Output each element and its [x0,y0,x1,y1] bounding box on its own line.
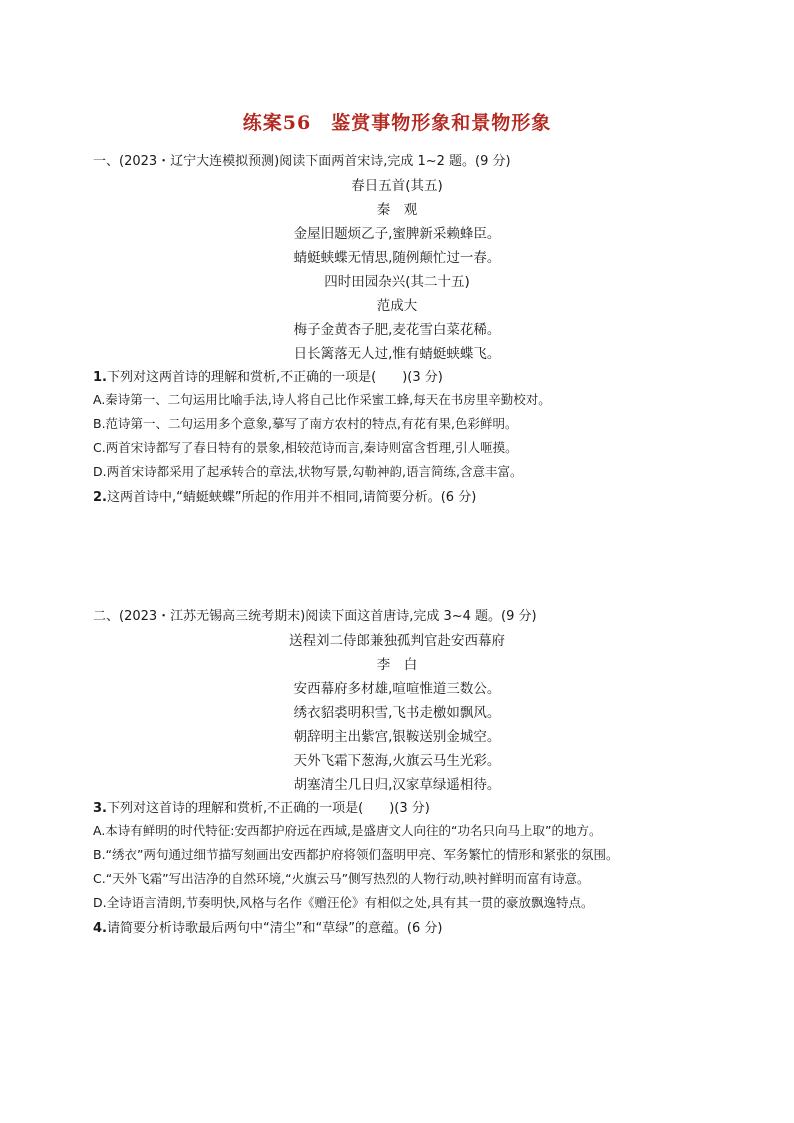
section1-heading: 一、(2023・辽宁大连模拟预测)阅读下面两首宋诗,完成 1~2 题。(9 分) [93,154,511,169]
option-c: C.两首宋诗都写了春日特有的景象,相较范诗而言,秦诗则富含哲理,引人咂摸。 [93,440,518,455]
question-1 [93,366,733,385]
option-b: B.范诗第一、二句运用多个意象,摹写了南方农村的特点,有花有果,色彩鲜明。 [93,416,518,431]
poem3-line: 绣衣貂裘明积雪,飞书走檄如飘风。 [293,705,501,721]
poem3-line: 朝辞明主出紫宫,银鞍送别金城空。 [293,729,501,745]
poem2-line: 日长篱落无人过,惟有蜻蜓蛱蝶飞。 [293,346,501,362]
question-3 [93,797,733,816]
poem1-title: 春日五首(其五) [351,178,443,194]
question-text: 这两首诗中,“蜻蜓蛱蝶”所起的作用并不相同,请简要分析。(6 分) [106,490,477,505]
option-b: B.“绣衣”两句通过细节描写刻画出安西都护府将领们盔明甲亮、军务繁忙的情形和紧张的氛围。 [93,847,619,862]
option-a: A.本诗有鲜明的时代特征:安西都护府远在西域,是盛唐文人向往的“功名只向马上取”的地方。 [93,823,602,838]
question-text: 下列对这两首诗的理解和赏析,不正确的一项是( )(3 分) [106,370,443,385]
poem3-line: 天外飞霜下葱海,火旗云马生光彩。 [293,753,501,769]
poem1-line: 蜻蜓蛱蝶无情思,随例颠忙过一春。 [293,250,501,266]
poem1-author: 秦 观 [376,202,418,218]
poem2-line: 梅子金黄杏子肥,麦花雪白菜花稀。 [293,322,501,338]
question-number: 3. [93,801,107,816]
page-title: 练案56 鉴赏事物形象和景物形象 [242,112,552,134]
question-2 [93,486,733,505]
question-4 [93,917,733,936]
question-text: 请简要分析诗歌最后两句中“清尘”和“草绿”的意蕴。(6 分) [106,921,443,936]
option-a: A.秦诗第一、二句运用比喻手法,诗人将自己比作采蜜工蜂,每天在书房里辛勤校对。 [93,392,551,407]
poem1-line: 金屋旧题烦乙子,蜜脾新采赖蜂臣。 [293,226,501,242]
poem3-title: 送程刘二侍郎兼独孤判官赴安西幕府 [289,633,505,649]
poem3-line: 胡塞清尘几日归,汉家草绿遥相待。 [293,777,501,793]
section2-heading: 二、(2023・江苏无锡高三统考期末)阅读下面这首唐诗,完成 3~4 题。(9 分) [93,609,537,624]
poem3-line: 安西幕府多材雄,喧喧惟道三数公。 [293,681,501,697]
option-d: D.全诗语言清朗,节奏明快,风格与名作《赠汪伦》有相似之处,具有其一贯的豪放飘逸特点。 [93,895,594,910]
option-d: D.两首宋诗都采用了起承转合的章法,状物写景,勾勒神韵,语言简练,含意丰富。 [93,464,523,479]
poem2-author: 范成大 [376,298,418,314]
poem3-author: 李 白 [376,657,418,673]
question-number: 2. [93,490,107,505]
question-text: 下列对这首诗的理解和赏析,不正确的一项是( )(3 分) [106,801,430,816]
question-number: 4. [93,921,107,936]
option-c: C.“天外飞霜”写出洁净的自然环境,“火旗云马”侧写热烈的人物行动,映衬鲜明而富有诗意。 [93,871,590,886]
poem2-title: 四时田园杂兴(其二十五) [324,274,470,290]
question-number: 1. [93,370,107,385]
